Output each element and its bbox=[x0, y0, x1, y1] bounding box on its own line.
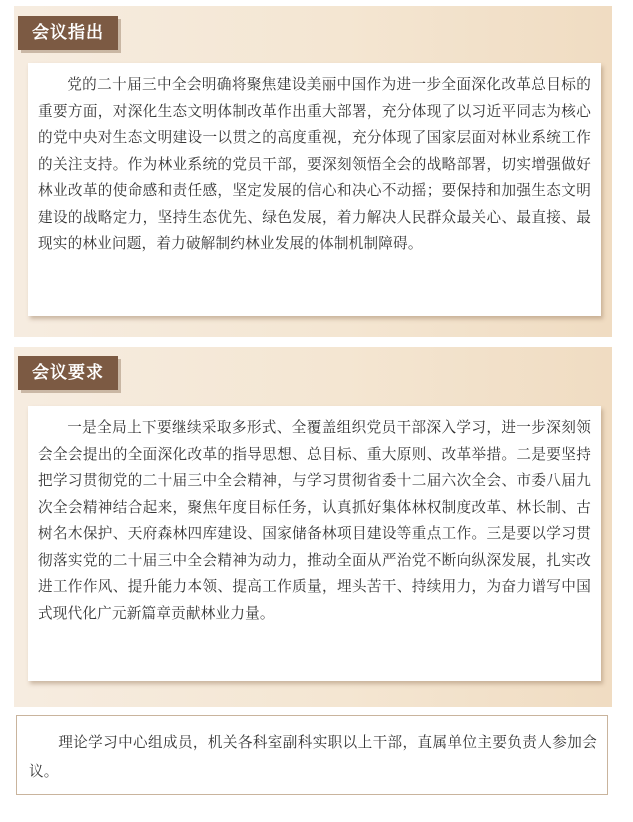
attendees-box bbox=[16, 715, 608, 795]
content-card bbox=[28, 406, 601, 681]
content-card bbox=[28, 63, 601, 316]
section-title: 会议要求 bbox=[18, 356, 118, 390]
section-text: 一是全局上下要继续采取多形式、全覆盖组织党员干部深入学习，进一步深刻领会全会提出的全面深化改革的指导思想、总目标、重大原则、改革举措。二是要坚持把学习贯彻党的二十届三中全会精神，与学习贯彻省委十二届六次全会、市委八届九次全会精神结合起来，聚焦年度目标任务，认真抓好集体林权制度改革、林长制、古树名木保护、天府森林四库建设、国家储备林项目建设等重点工作。三是要以学习贯彻落实党的二十届三中全会精神为动力，推动全面从严治党不断向纵深发展，扎实改进工作作风、提升能力本领、提高工作质量，埋头苦干、持续用力，为奋力谱写中国式现代化广元新篇章贡献林业力量。 bbox=[38, 419, 591, 622]
section-title: 会议指出 bbox=[18, 16, 118, 50]
section-text: 党的二十届三中全会明确将聚焦建设美丽中国作为进一步全面深化改革总目标的重要方面，对深化生态文明体制改革作出重大部署，充分体现了以习近平同志为核心的党中央对生态文明建设一以贯之的高度重视，充分体现了国家层面对林业系统工作的关注支持。作为林业系统的党员干部，要深刻领悟全会的战略部署，切实增强做好林业改革的使命感和责任感，坚定发展的信心和决心不动摇；要保持和加强生态文明建设的战略定力，坚持生态优先、绿色发展，着力解决人民群众最关心、最直接、最现实的林业问题，着力破解制约林业发展的体制机制障碍。 bbox=[38, 76, 591, 252]
meeting-requirements-section bbox=[14, 347, 612, 707]
meeting-points-section bbox=[14, 6, 612, 337]
attendees-text: 理论学习中心组成员，机关各科室副科实职以上干部，直属单位主要负责人参加会议。 bbox=[29, 734, 597, 780]
